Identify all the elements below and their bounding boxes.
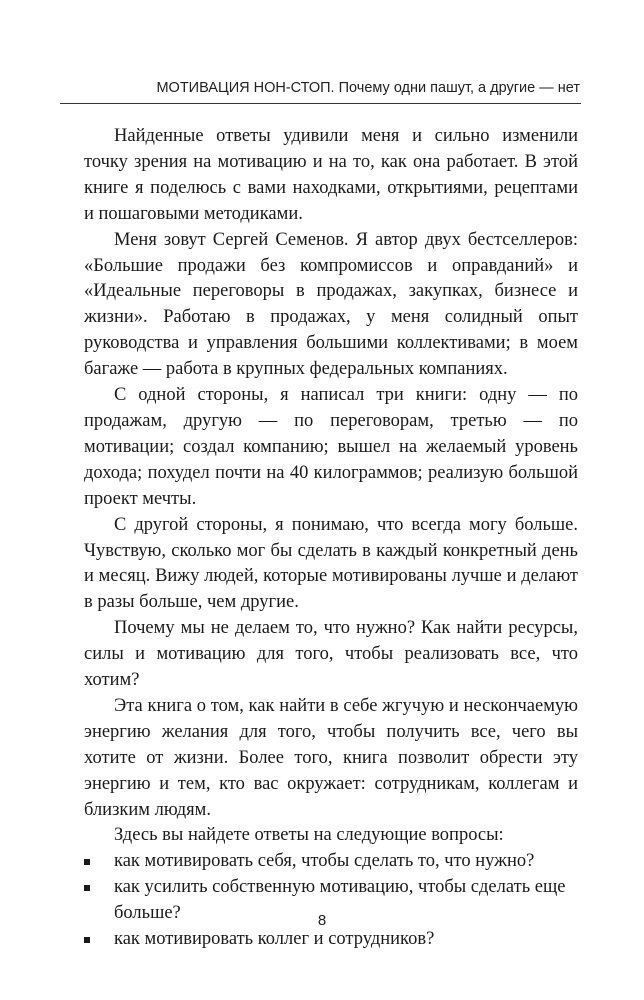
list-item-text: как мотивировать коллег и сотрудников? xyxy=(114,929,435,950)
list-item xyxy=(84,927,578,953)
paragraph: С одной стороны, я написал три книги: одну — по продажам, другую — по переговорам, третью — по мотивации; создал компанию; вышел на желаемый уровень дохода; похудел почти на 40 килограммов; реализую большой проект мечты. xyxy=(84,385,578,509)
paragraph: Меня зовут Сергей Семенов. Я автор двух бестселлеров: «Большие продажи без компромиссов и оправданий» и «Идеальные переговоры в продажах, закупках, бизнесе и жизни». Работаю в продажах, у меня солидный опыт руководства и управления большими коллективами; в моем багаже — работа в крупных федеральных компаниях. xyxy=(84,229,578,380)
paragraph: Здесь вы найдете ответы на следующие вопросы: xyxy=(114,825,504,846)
square-bullet-icon xyxy=(84,885,90,891)
running-header: МОТИВАЦИЯ НОН-СТОП. Почему одни пашут, а другие — нет xyxy=(156,80,580,96)
paragraph: Найденные ответы удивили меня и сильно изменили точку зрения на мотивацию и на то, как она работает. В этой книге я поделюсь с вами находками, открытиями, рецептами и пошаговыми методиками. xyxy=(84,126,578,224)
list-item-text: как мотивировать себя, чтобы сделать то, что нужно? xyxy=(114,851,535,872)
paragraph: С другой стороны, я понимаю, что всегда могу больше. Чувствую, сколько мог бы сделать в каждый конкретный день и месяц. Вижу людей, которые мотивированы лучше и делают в разы больше, чем другие. xyxy=(84,514,578,613)
header-rule xyxy=(60,103,581,104)
question-list xyxy=(84,849,578,953)
paragraph: Эта книга о том, как найти в себе жгучую и нескончаемую энергию желания для того, чтобы получить все, чего вы хотите от жизни. Более того, книга позволит обрести эту энергию и тем, кто вас окружает: сотрудникам, коллегам и близким людям. xyxy=(84,695,578,820)
paragraph: Почему мы не делаем то, что нужно? Как найти ресурсы, силы и мотивацию для того, чтобы реализовать все, что хотим? xyxy=(84,618,578,691)
list-item xyxy=(84,849,578,875)
page-number: 8 xyxy=(317,912,327,929)
body-text xyxy=(84,124,578,953)
square-bullet-icon xyxy=(84,859,90,865)
square-bullet-icon xyxy=(84,937,90,943)
list-item-text: как усилить собственную мотивацию, чтобы сделать еще больше? xyxy=(114,877,566,924)
